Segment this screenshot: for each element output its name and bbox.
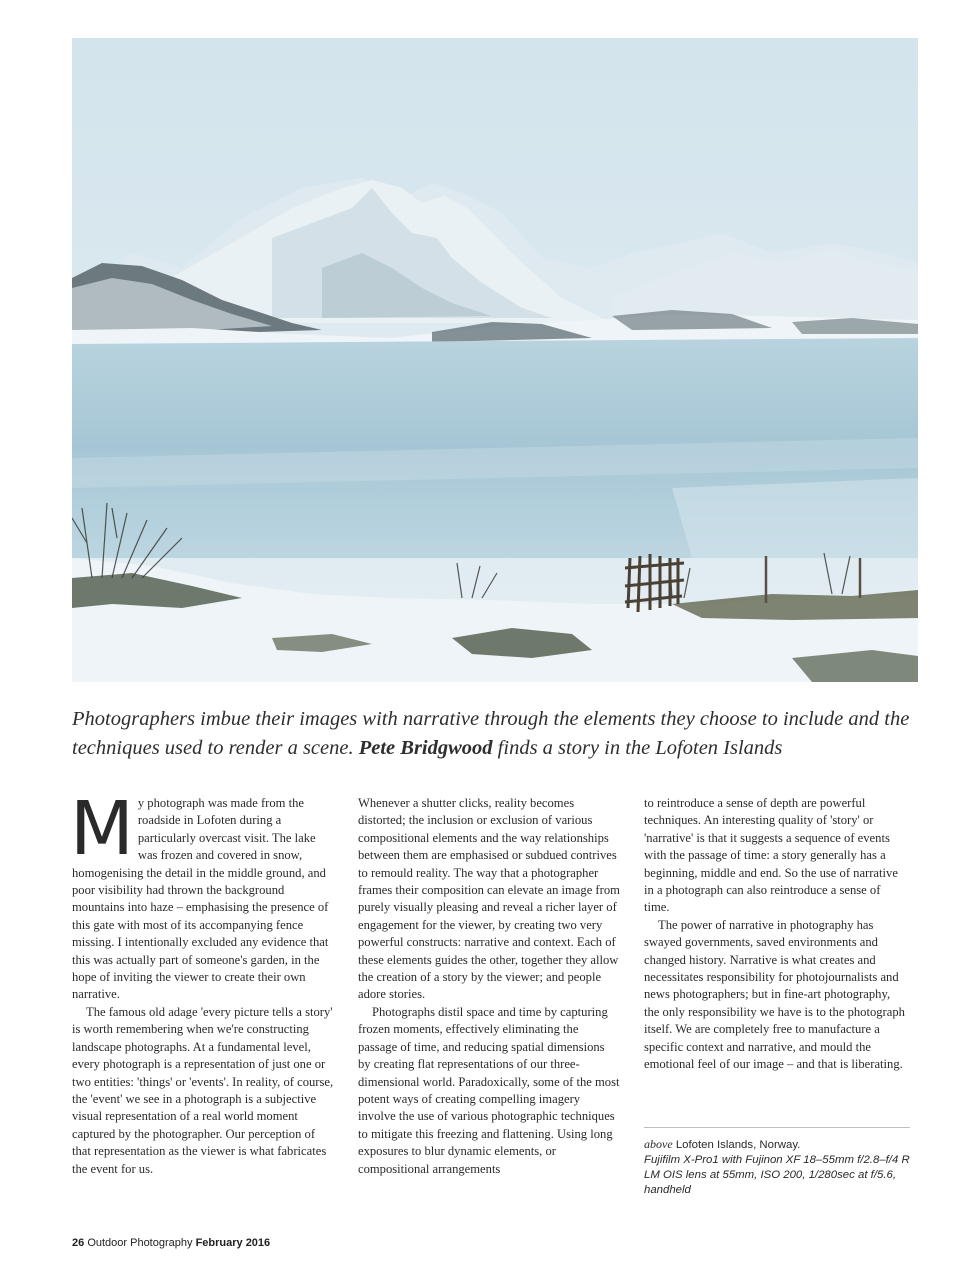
- article-paragraph: My photograph was made from the roadside in Lofoten during a particularly overcast visit. The lake was frozen and covered in snow, homogenising the detail in the middle ground, and poor visibility had thrown the background mountains into haze – emphasising the presence of this gate with most of its accompanying fence missing. I intentionally excluded any evidence that this was actually part of someone's garden, in the hope of inviting the viewer to create their own narrative.: [70, 786, 329, 1002]
- photo-caption: [644, 1137, 916, 1198]
- article-paragraph: Whenever a shutter clicks, reality becomes distorted; the inclusion or exclusion of various compositional elements and the way relationships between them are emphasised or subdued contrives to remould reality. The way that a photographer frames their composition can elevate an image from purely visually pleasing and reveal a richer layer of engagement for the viewer, by creating two very powerful constructs: narrative and context. Each of these elements guides the other, together they allow the creation of a story by the viewer; and people adore stories.: [358, 796, 620, 1002]
- article-paragraph: The famous old adage 'every picture tells a story' is worth remembering when we're constructing landscape photographs. At a fundamental level, every photograph is a representation of just one or two entities: 'things' or 'events'. In reality, of course, the 'event' we see in a photograph is a subjective visual representation of a real world moment captured by the photographer. Our perception of that representation as the viewer is what fabricates the event for us.: [72, 1004, 334, 1176]
- page-number: 26: [72, 1237, 85, 1249]
- article-column-1: [70, 786, 334, 1178]
- caption-technical: Fujifilm X-Pro1 with Fujinon XF 18–55mm f/2.8–f/4 R LM OIS lens at 55mm, ISO 200, 1/280sec at f/5.6, handheld: [644, 1154, 910, 1196]
- lake-landscape-image: [72, 38, 918, 682]
- article-column-3: [644, 795, 906, 1074]
- standfirst: [72, 705, 918, 763]
- standfirst-outro: finds a story in the Lofoten Islands: [492, 737, 783, 759]
- caption-location: Lofoten Islands, Norway.: [675, 1139, 801, 1151]
- hero-photo: [72, 38, 918, 682]
- standfirst-intro: Photographers imbue their images with narrative through the elements they choose to include and the techniques used to render a scene.: [72, 708, 910, 759]
- drop-cap: M: [70, 786, 132, 872]
- article-paragraph: to reintroduce a sense of depth are powerful techniques. An interesting quality of 'story' or 'narrative' is that it suggests a sequence of events with the passage of time: a story generally has a beginning, middle and end. So the use of narrative in a photograph can also reintroduce a sense of time.: [644, 796, 898, 915]
- article-paragraph: Photographs distil space and time by capturing frozen moments, effectively eliminating the passage of time, and reducing spatial dimensions by creating flat representations of our three-dimensional world. Paradoxically, some of the most potent ways of creating compelling imagery involve the use of various photographic techniques to mitigate this freezing and flattening. Using long exposures to blur dynamic elements, or compositional arrangements: [358, 1004, 620, 1176]
- author-name: Pete Bridgwood: [358, 737, 493, 759]
- article-column-2: [358, 795, 620, 1178]
- article-paragraph: The power of narrative in photography has swayed governments, saved environments and changed history. Narrative is what creates and necessitates responsibility for photojournalists and news photographers; but in fine-art photography, the only responsibility we have is to the photograph itself. We are completely free to manufacture a specific context and narrative, and mould the emotional feel of our image – and that is liberating.: [644, 917, 905, 1072]
- magazine-name: Outdoor Photography: [87, 1237, 193, 1249]
- page-footer: [72, 1237, 270, 1249]
- issue-date: February 2016: [195, 1237, 271, 1249]
- caption-label: above: [644, 1137, 673, 1151]
- caption-divider: [644, 1127, 910, 1128]
